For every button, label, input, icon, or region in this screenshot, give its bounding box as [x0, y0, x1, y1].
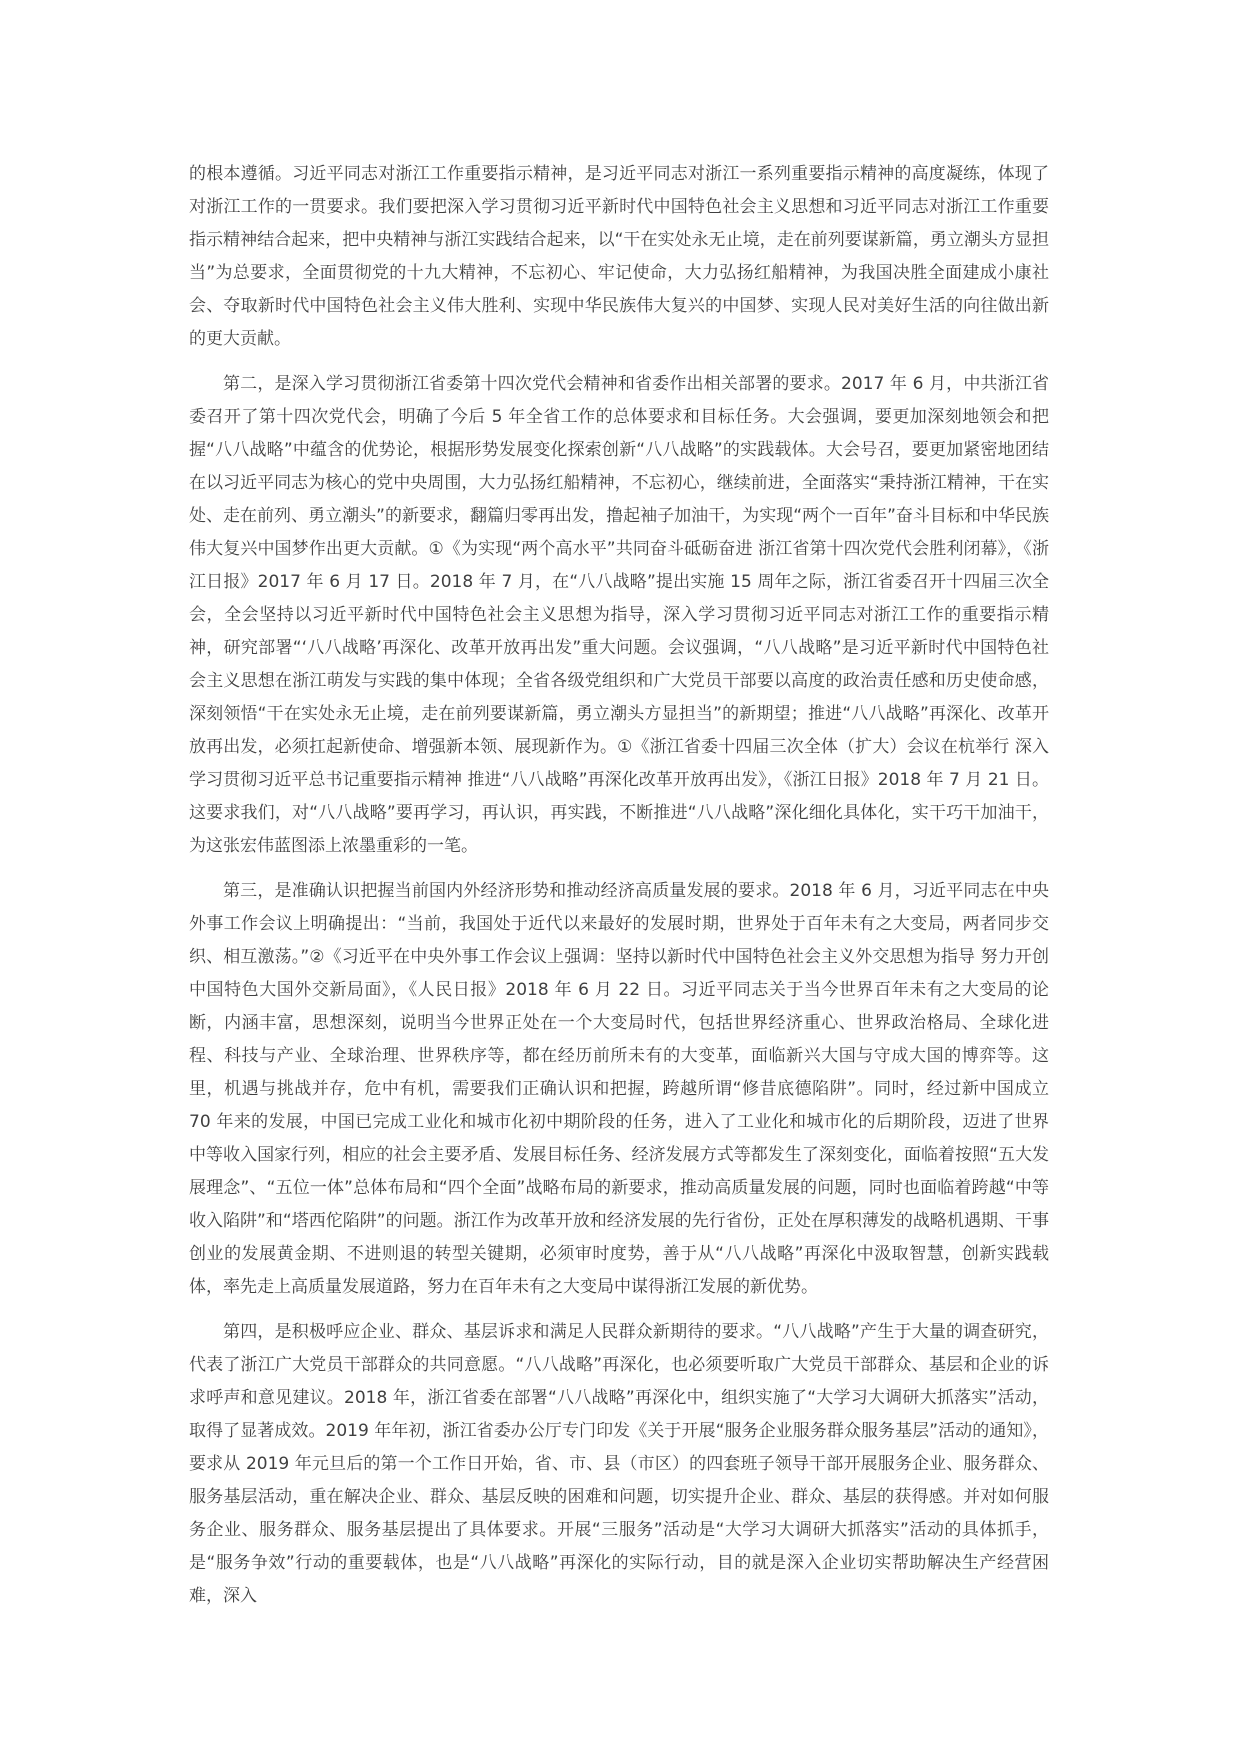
paragraph-continuation: 的根本遵循。习近平同志对浙江工作重要指示精神，是习近平同志对浙江一系列重要指示精神的高度凝练，体现了对浙江工作的一贯要求。我们要把深入学习贯彻习近平新时代中国特色社会主义思想和习近平同志对浙江工作重要指示精神结合起来，把中央精神与浙江实践结合起来，以“干在实处永无止境，走在前列要谋新篇，勇立潮头方显担当”为总要求，全面贯彻党的十九大精神，不忘初心、牢记使命，大力弘扬红船精神，为我国决胜全面建成小康社会、夺取新时代中国特色社会主义伟大胜利、实现中华民族伟大复兴的中国梦、实现人民对美好生活的向往做出新的更大贡献。 — [189, 164, 1049, 349]
paragraph-second: 第二，是深入学习贯彻浙江省委第十四次党代会精神和省委作出相关部署的要求。2017 年 6 月，中共浙江省委召开了第十四次党代会，明确了今后 5 年全省工作的总体要求和目标任务。大会强调，要更加深刻地领会和把握“八八战略”中蕴含的优势论，根据形势发展变化探索创新“八八战略”的实践载体。大会号召，要更加紧密地团结在以习近平同志为核心的党中央周围，大力弘扬红船精神，不忘初心，继续前进，全面落实“秉持浙江精神，干在实处、走在前列、勇立潮头”的新要求，翻篇归零再出发，撸起袖子加油干，为实现“两个一百年”奋斗目标和中华民族伟大复兴中国梦作出更大贡献。①《为实现“两个高水平”共同奋斗砥砺奋进 浙江省第十四次党代会胜利闭幕》，《浙江日报》2017 年 6 月 17 日。2018 年 7 月，在“八八战略”提出实施 15 周年之际，浙江省委召开十四届三次全会，全会坚持以习近平新时代中国特色社会主义思想为指导，深入学习贯彻习近平同志对浙江工作的重要指示精神，研究部署“‘八八战略’再深化、改革开放再出发”重大问题。会议强调，“八八战略”是习近平新时代中国特色社会主义思想在浙江萌发与实践的集中体现；全省各级党组织和广大党员干部要以高度的政治责任感和历史使命感，深刻领悟“干在实处永无止境，走在前列要谋新篇，勇立潮头方显担当”的新期望；推进“八八战略”再深化、改革开放再出发，必须扛起新使命、增强新本领、展现新作为。①《浙江省委十四届三次全体（扩大）会议在杭举行 深入学习贯彻习近平总书记重要指示精神 推进“八八战略”再深化改革开放再出发》，《浙江日报》2018 年 7 月 21 日。这要求我们，对“八八战略”要再学习，再认识，再实践，不断推进“八八战略”深化细化具体化，实干巧干加油干，为这张宏伟蓝图添上浓墨重彩的一笔。 — [189, 374, 1049, 856]
paragraph-fourth: 第四，是积极呼应企业、群众、基层诉求和满足人民群众新期待的要求。“八八战略”产生于大量的调查研究，代表了浙江广大党员干部群众的共同意愿。“八八战略”再深化，也必须要听取广大党员干部群众、基层和企业的诉求呼声和意见建议。2018 年，浙江省委在部署“八八战略”再深化中，组织实施了“大学习大调研大抓落实”活动，取得了显著成效。2019 年年初，浙江省委办公厅专门印发《关于开展“服务企业服务群众服务基层”活动的通知》，要求从 2019 年元旦后的第一个工作日开始，省、市、县（市区）的四套班子领导干部开展服务企业、服务群众、服务基层活动，重在解决企业、群众、基层反映的困难和问题，切实提升企业、群众、基层的获得感。并对如何服务企业、服务群众、服务基层提出了具体要求。开展“三服务”活动是“大学习大调研大抓落实”活动的具体抓手，是“服务争效”行动的重要载体，也是“八八战略”再深化的实际行动，目的就是深入企业切实帮助解决生产经营困难，深入 — [189, 1322, 1049, 1606]
paragraph-third: 第三，是准确认识把握当前国内外经济形势和推动经济高质量发展的要求。2018 年 6 月，习近平同志在中央外事工作会议上明确提出：“当前，我国处于近代以来最好的发展时期，世界处于百年未有之大变局，两者同步交织、相互激荡。”②《习近平在中央外事工作会议上强调：坚持以新时代中国特色社会主义外交思想为指导 努力开创中国特色大国外交新局面》，《人民日报》2018 年 6 月 22 日。习近平同志关于当今世界百年未有之大变局的论断，内涵丰富，思想深刻，说明当今世界正处在一个大变局时代，包括世界经济重心、世界政治格局、全球化进程、科技与产业、全球治理、世界秩序等，都在经历前所未有的大变革，面临新兴大国与守成大国的博弈等。这里，机遇与挑战并存，危中有机，需要我们正确认识和把握，跨越所谓“修昔底德陷阱”。同时，经过新中国成立 70 年来的发展，中国已完成工业化和城市化初中期阶段的任务，进入了工业化和城市化的后期阶段，迈进了世界中等收入国家行列，相应的社会主要矛盾、发展目标任务、经济发展方式等都发生了深刻变化，面临着按照“五大发展理念”、“五位一体”总体布局和“四个全面”战略布局的新要求，推动高质量发展的问题，同时也面临着跨越“中等收入陷阱”和“塔西佗陷阱”的问题。浙江作为改革开放和经济发展的先行省份，正处在厚积薄发的战略机遇期、干事创业的发展黄金期、不进则退的转型关键期，必须审时度势，善于从“八八战略”再深化中汲取智慧，创新实践载体，率先走上高质量发展道路，努力在百年未有之大变局中谋得浙江发展的新优势。 — [189, 881, 1049, 1297]
document-body — [189, 158, 1049, 1625]
